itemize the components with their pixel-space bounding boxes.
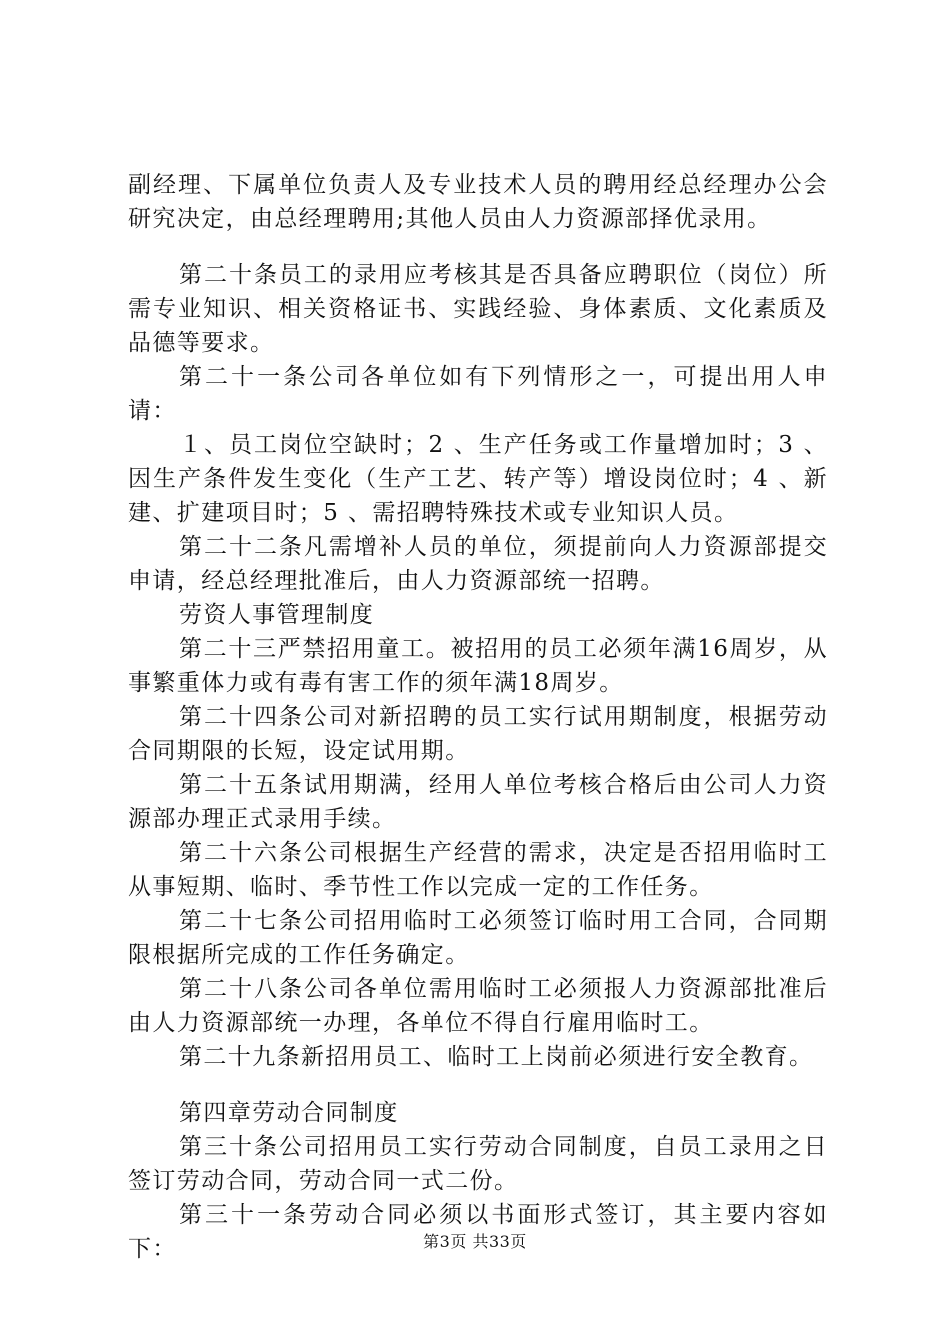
section-heading-labor: 劳资人事管理制度	[179, 602, 375, 628]
paragraph-list-items: １、员工岗位空缺时；2 、生产任务或工作量增加时；3 、因生产条件发生变化（生产工艺、转产等）增设岗位时；4 、新建、扩建项目时；5 、需招聘特殊技术或专业知识人员。	[128, 432, 828, 526]
paragraph-article-27: 第二十七条公司招用临时工必须签订临时用工合同，合同期限根据所完成的工作任务确定。	[128, 908, 828, 968]
paragraph-article-24: 第二十四条公司对新招聘的员工实行试用期制度，根据劳动合同期限的长短，设定试用期。	[128, 704, 828, 764]
paragraph-article-30: 第三十条公司招用员工实行劳动合同制度，自员工录用之日签订劳动合同，劳动合同一式二份。	[128, 1134, 828, 1194]
page-number-footer: 第3页 共33页	[423, 1232, 527, 1251]
paragraph-article-25: 第二十五条试用期满，经用人单位考核合格后由公司人力资源部办理正式录用手续。	[128, 772, 828, 832]
paragraph-article-22: 第二十二条凡需增补人员的单位，须提前向人力资源部提交申请，经总经理批准后，由人力资源部统一招聘。	[128, 534, 828, 594]
paragraph-article-28: 第二十八条公司各单位需用临时工必须报人力资源部批准后由人力资源部统一办理，各单位不得自行雇用临时工。	[128, 976, 828, 1036]
paragraph-article-20: 第二十条员工的录用应考核其是否具备应聘职位（岗位）所需专业知识、相关资格证书、实践经验、身体素质、文化素质及品德等要求。	[128, 262, 828, 356]
paragraph-article-26: 第二十六条公司根据生产经营的需求，决定是否招用临时工从事短期、临时、季节性工作以完成一定的工作任务。	[128, 840, 828, 900]
paragraph-article-29: 第二十九条新招用员工、临时工上岗前必须进行安全教育。	[179, 1044, 814, 1070]
chapter-heading-4: 第四章劳动合同制度	[179, 1100, 399, 1126]
paragraph-article-31: 第三十一条劳动合同必须以书面形式签订，其主要内容如下：	[128, 1202, 828, 1262]
paragraph-article-21: 第二十一条公司各单位如有下列情形之一，可提出用人申请：	[128, 364, 828, 424]
document-body	[128, 168, 828, 1266]
paragraph-article-23: 第二十三严禁招用童工。被招用的员工必须年满16周岁，从事繁重体力或有毒有害工作的须年满18周岁。	[128, 636, 828, 696]
paragraph-continuation: 副经理、下属单位负责人及专业技术人员的聘用经总经理办公会研究决定，由总经理聘用;其他人员由人力资源部择优录用。	[128, 172, 828, 232]
